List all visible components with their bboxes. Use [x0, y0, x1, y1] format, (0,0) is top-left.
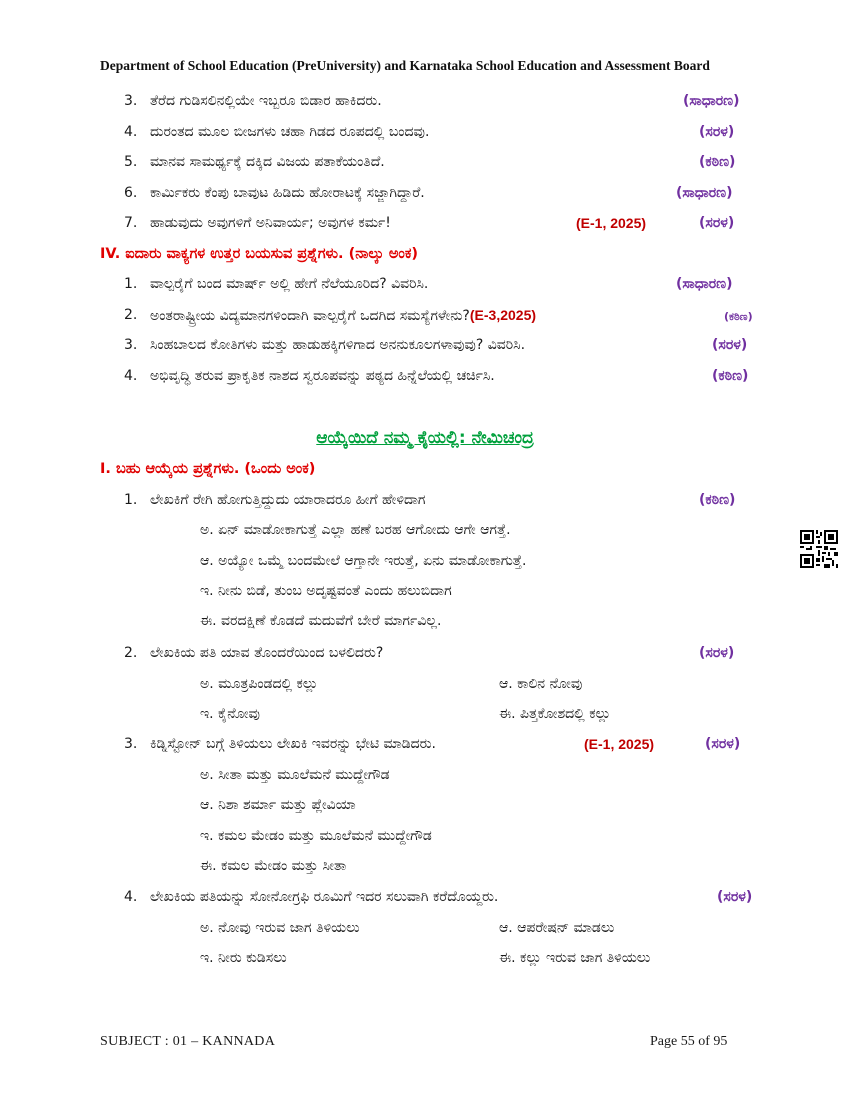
question-text	[150, 307, 536, 324]
answer-option: ಅ. ಮೂತ್ರಪಿಂಡದಲ್ಲಿ ಕಲ್ಲು	[200, 676, 319, 692]
difficulty-tag: (ಕಠಿಣ)	[724, 310, 753, 323]
difficulty-tag: (ಸರಳ)	[712, 337, 748, 353]
difficulty-tag: (ಸರಳ)	[699, 645, 735, 661]
question-text: ಸಿಂಹಬಾಲದ ಕೋತಿಗಳು ಮತ್ತು ಹಾಡುಹಕ್ಕಿಗಳಿಗಾದ ಅನನುಕೂಲಗಳಾವುವು? ವಿವರಿಸಿ.	[150, 337, 526, 353]
answer-option: ಅ. ಸೀತಾ ಮತ್ತು ಮೂಲೆಮನೆ ಮುದ್ದೇಗೌಡ	[200, 767, 390, 783]
answer-option: ಅ. ನೋವು ಇರುವ ಜಾಗ ತಿಳಿಯಲು	[200, 920, 360, 936]
question-number: 3.	[124, 93, 138, 109]
question-number: 2.	[124, 645, 138, 661]
lesson-title: ಆಯ್ಕೆಯಿದೆ ನಮ್ಮ ಕೈಯಲ್ಲಿ: ನೇಮಿಚಂದ್ರ	[316, 428, 534, 448]
answer-option: ಇ. ನೀನು ಬಿಡೆ, ತುಂಬ ಅದೃಷ್ಟವಂತೆ ಎಂದು ಹಲುಬಿದಾಗ	[200, 583, 452, 599]
footer-subject: SUBJECT : 01 – KANNADA	[100, 1034, 276, 1049]
question-text: ಕಿಡ್ನಿಸ್ಟೋನ್ ಬಗ್ಗೆ ತಿಳಿಯಲು ಲೇಖಕಿ ಇವರನ್ನು ಭೇಟಿ ಮಾಡಿದರು.	[150, 736, 436, 752]
question-number: 1.	[124, 276, 138, 292]
question-number: 4.	[124, 889, 138, 905]
question-text: ಲೇಖಕಿಯ ಪತಿ ಯಾವ ತೊಂದರೆಯಿಂದ ಬಳಲಿದರು?	[150, 645, 384, 661]
question-number: 3.	[124, 337, 138, 353]
answer-option: ಆ. ಕಾಲಿನ ನೋವು	[499, 676, 583, 692]
answer-option: ಈ. ಕಲ್ಲು ಇರುವ ಜಾಗ ತಿಳಿಯಲು	[499, 950, 651, 966]
question-text: ಲೇಖಕಿಯ ಪತಿಯನ್ನು ಸೋನೋಗ್ರಫಿ ರೂಮಿಗೆ ಇದರ ಸಲುವಾಗಿ ಕರೆದೊಯ್ದರು.	[150, 889, 499, 905]
answer-option: ಇ. ನೀರು ಕುಡಿಸಲು	[200, 950, 287, 966]
difficulty-tag: (ಸಾಧಾರಣ)	[676, 185, 733, 201]
answer-option: ಆ. ಅಯ್ಯೋ ಒಮ್ಮೆ ಬಂದಮೇಲೆ ಆಗ್ತಾನೇ ಇರುತ್ತೆ, ಏನು ಮಾಡೋಕಾಗುತ್ತೆ.	[200, 553, 527, 569]
question-text: ವಾಲ್ಪರೈಗೆ ಬಂದ ಮಾರ್ಷ್ ಅಲ್ಲಿ ಹೇಗೆ ನೆಲೆಯೂರಿದ? ವಿವರಿಸಿ.	[150, 276, 429, 292]
question-text: ಅಭಿವೃದ್ಧಿ ತರುವ ಪ್ರಾಕೃತಿಕ ನಾಶದ ಸ್ವರೂಪವನ್ನು ಪಠ್ಯದ ಹಿನ್ನೆಲೆಯಲ್ಲಿ ಚರ್ಚಿಸಿ.	[150, 368, 495, 384]
question-text: ಮಾನವ ಸಾಮರ್ಥ್ಯಕ್ಕೆ ದಕ್ಕಿದ ವಿಜಯ ಪತಾಕೆಯಂತಿದೆ.	[150, 154, 385, 170]
question-number: 3.	[124, 736, 138, 752]
question-number: 5.	[124, 154, 138, 170]
question-number: 2.	[124, 307, 138, 323]
question-number: 4.	[124, 368, 138, 384]
qr-code	[800, 530, 838, 568]
answer-option: ಆ. ನಿಶಾ ಶರ್ಮಾ ಮತ್ತು ಪ್ಲೇವಿಯಾ	[200, 797, 356, 813]
difficulty-tag: (ಕಠಿಣ)	[699, 492, 736, 508]
answer-option: ಇ. ಕಮಲ ಮೇಡಂ ಮತ್ತು ಮೂಲೆಮನೆ ಮುದ್ದೇಗೌಡ	[200, 828, 432, 844]
answer-option: ಈ. ಪಿತ್ತಕೋಶದಲ್ಲಿ ಕಲ್ಲು	[499, 706, 611, 722]
difficulty-tag: (ಸರಳ)	[717, 889, 753, 905]
difficulty-tag: (ಕಠಿಣ)	[712, 368, 749, 384]
difficulty-tag: (ಸಾಧಾರಣ)	[676, 276, 733, 292]
answer-option: ಆ. ಆಪರೇಷನ್ ಮಾಡಲು	[499, 920, 615, 936]
answer-option: ಈ. ಕಮಲ ಮೇಡಂ ಮತ್ತು ಸೀತಾ	[200, 858, 347, 874]
page-header: Department of School Education (PreUniversity) and Karnataka School Education and Assessment Board	[100, 58, 710, 73]
difficulty-tag: (ಕಠಿಣ)	[699, 154, 736, 170]
answer-option: ಈ. ವರದಕ್ಷಿಣೆ ಕೊಡದೆ ಮದುವೆಗೆ ಬೇರೆ ಮಾರ್ಗವಿಲ್ಲ.	[200, 613, 442, 629]
question-text: ತೆರೆದ ಗುಡಿಸಲಿನಲ್ಲಿಯೇ ಇಬ್ಬರೂ ಬಿಡಾರ ಹಾಕಿದರು.	[150, 93, 382, 109]
question-number: 1.	[124, 492, 138, 508]
question-number: 6.	[124, 185, 138, 201]
difficulty-tag: (ಸರಳ)	[699, 215, 735, 231]
question-number: 7.	[124, 215, 138, 231]
question-number: 4.	[124, 124, 138, 140]
difficulty-tag: (ಸರಳ)	[705, 736, 741, 752]
section-heading-iv: IV. ಐದಾರು ವಾಕ್ಯಗಳ ಉತ್ತರ ಬಯಸುವ ಪ್ರಶ್ನೆಗಳು. (ನಾಲ್ಕು ಅಂಕ)	[100, 246, 418, 262]
question-text: ಕಾರ್ಮಿಕರು ಕೆಂಪು ಬಾವುಟ ಹಿಡಿದು ಹೋರಾಟಕ್ಕೆ ಸಜ್ಜಾಗಿದ್ದಾರೆ.	[150, 185, 425, 201]
answer-option: ಇ. ಕೈನೋವು	[200, 706, 260, 722]
difficulty-tag: (ಸರಳ)	[699, 124, 735, 140]
difficulty-tag: (ಸಾಧಾರಣ)	[683, 93, 740, 109]
exam-reference: (E-1, 2025)	[576, 215, 647, 231]
section-heading-i: I. ಬಹು ಆಯ್ಕೆಯ ಪ್ರಶ್ನೆಗಳು. (ಒಂದು ಅಂಕ)	[100, 461, 316, 477]
exam-reference: (E-3,2025)	[469, 307, 537, 323]
question-text: ಲೇಖಕಿಗೆ ರೇಗಿ ಹೋಗುತ್ತಿದ್ದುದು ಯಾರಾದರೂ ಹೀಗೆ ಹೇಳಿದಾಗ	[150, 492, 426, 508]
footer-page-number: Page 55 of 95	[650, 1034, 728, 1049]
question-text: ದುರಂತದ ಮೂಲ ಬೀಜಗಳು ಚಹಾ ಗಿಡದ ರೂಪದಲ್ಲಿ ಬಂದವು.	[150, 124, 430, 140]
question-text: ಹಾಡುವುದು ಅವುಗಳಿಗೆ ಅನಿವಾರ್ಯ; ಅವುಗಳ ಕರ್ಮ!	[150, 215, 391, 231]
answer-option: ಅ. ಏನ್ ಮಾಡೋಕಾಗುತ್ತೆ ಎಲ್ಲಾ ಹಣೆ ಬರಹ ಆಗೋದು ಆಗೇ ಆಗತ್ತೆ.	[200, 522, 511, 538]
exam-reference: (E-1, 2025)	[584, 736, 655, 752]
question-text-body: ಅಂತರಾಷ್ಟ್ರೀಯ ವಿದ್ಯಮಾನಗಳಿಂದಾಗಿ ವಾಲ್ಪರೈಗೆ ಒದಗಿದ ಸಮಸ್ಯೆಗಳೇನು?	[150, 308, 470, 324]
